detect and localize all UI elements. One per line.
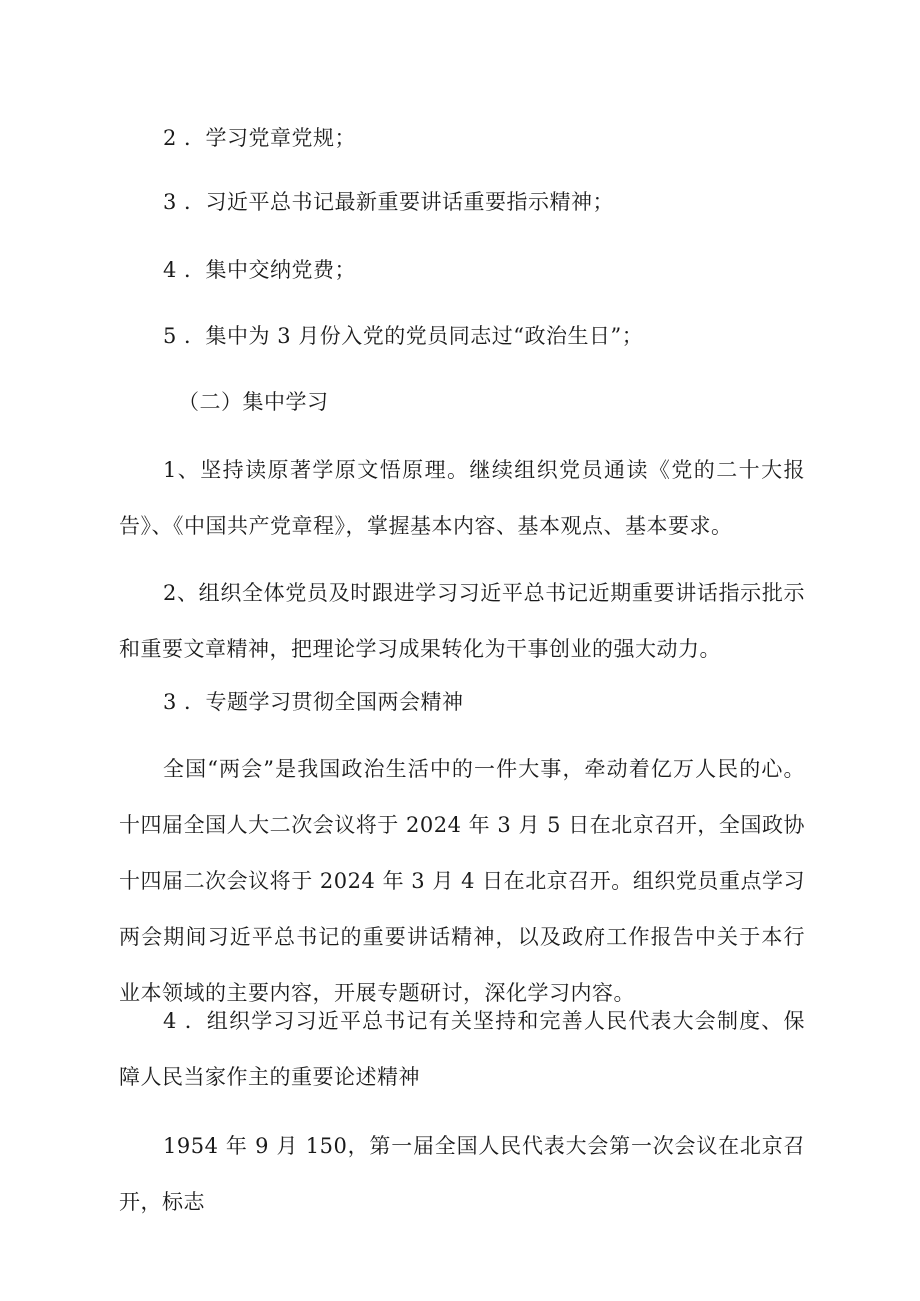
paragraph-4-heading: 4 ．组织学习习近平总书记有关坚持和完善人民代表大会制度、保障人民当家作主的重要论述精神 — [119, 1009, 805, 1089]
paragraph-5: 1954 年 9 月 150，第一届全国人民代表大会第一次会议在北京召开，标志 — [119, 1134, 805, 1214]
list-item-4: 4 ．集中交纳党费； — [163, 258, 357, 282]
paragraph-2: 2、组织全体党员及时跟进学习习近平总书记近期重要讲话指示批示和重要文章精神，把理论学习成果转化为干事创业的强大动力。 — [119, 581, 805, 661]
list-item-2: 2 ．学习党章党规； — [163, 126, 357, 150]
list-item-5: 5 ．集中为 3 月份入党的党员同志过“政治生日”； — [163, 324, 644, 348]
paragraph-3-body: 全国“两会”是我国政治生活中的一件大事，牵动着亿万人民的心。十四届全国人大二次会议将于 2024 年 3 月 5 日在北京召开，全国政协十四届二次会议将于 2024 年 3 月 4 日在北京召开。组织党员重点学习两会期间习近平总书记的重要讲话精神，以及政府工作报告中关于本行业本领域的主要内容，开展专题研讨，深化学习内容。 — [119, 757, 805, 1005]
list-item-3: 3 ．习近平总书记最新重要讲话重要指示精神； — [163, 190, 615, 214]
paragraph-3-heading: 3 ．专题学习贯彻全国两会精神 — [163, 690, 464, 714]
section-heading: （二）集中学习 — [178, 390, 329, 414]
paragraph-1: 1、坚持读原著学原文悟原理。继续组织党员通读《党的二十大报告》、《中国共产党章程》，掌握基本内容、基本观点、基本要求。 — [119, 458, 805, 538]
